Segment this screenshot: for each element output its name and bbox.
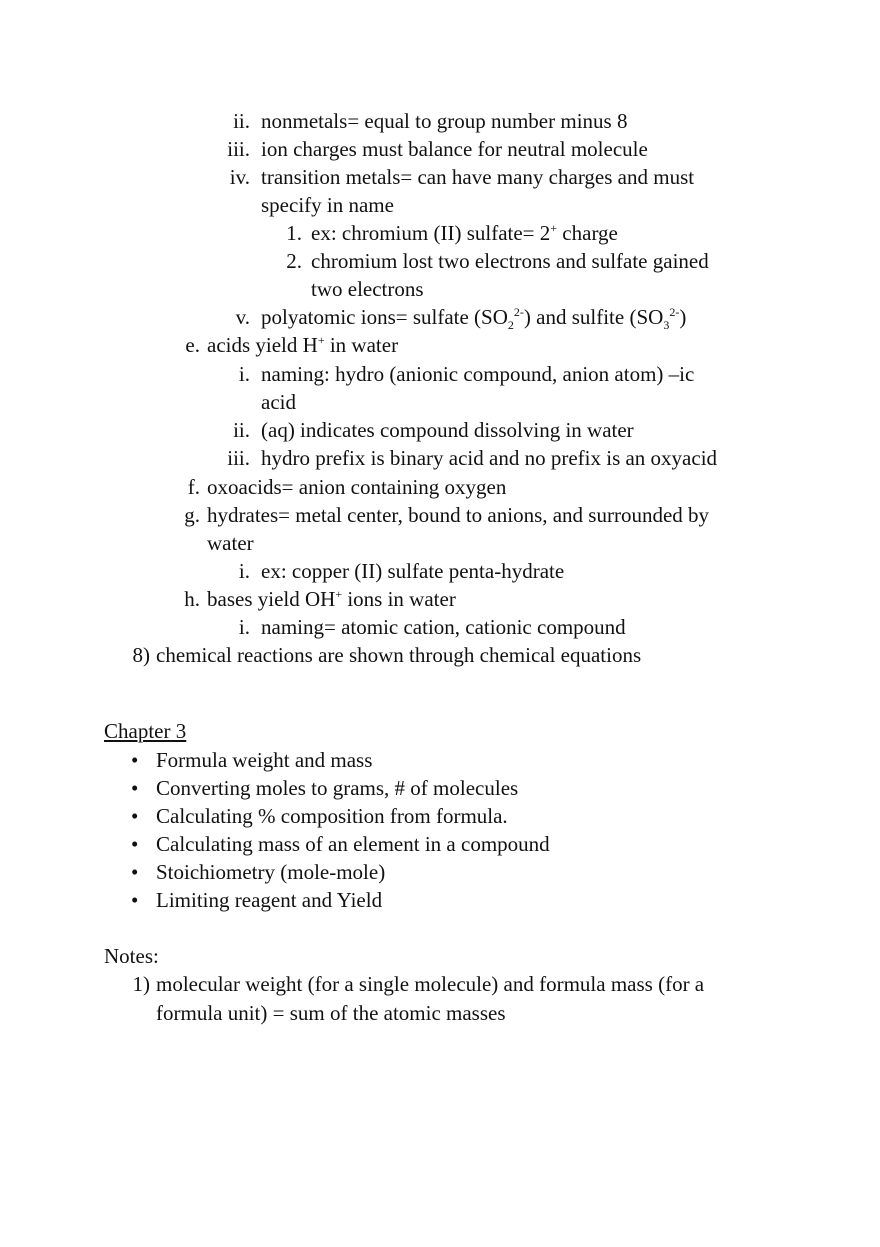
bullet-icon: • bbox=[131, 776, 139, 800]
list-item-text: ex: chromium (II) sulfate= 2+ charge bbox=[311, 221, 618, 245]
list-item-text: polyatomic ions= sulfate $(SO_2^{2-})$ and sulfite $(SO_3^{2-})$ bbox=[261, 305, 687, 333]
list-marker: 8) bbox=[132, 643, 150, 667]
list-marker: iv. bbox=[229, 165, 250, 189]
list-item-text: bases yield OH+ ions in water bbox=[207, 587, 456, 611]
list-marker: f. bbox=[187, 475, 200, 499]
list-marker: iii. bbox=[227, 137, 250, 161]
list-marker: 1) bbox=[132, 972, 150, 996]
notes-heading: Notes: bbox=[104, 944, 159, 968]
list-marker: ii. bbox=[233, 109, 250, 133]
list-marker: e. bbox=[185, 333, 200, 357]
bullet-icon: • bbox=[131, 748, 139, 772]
bullet-icon: • bbox=[131, 860, 139, 884]
list-marker: i. bbox=[238, 559, 250, 583]
list-marker: h. bbox=[184, 587, 200, 611]
list-item-text: transition metals= can have many charges and must bbox=[261, 165, 695, 189]
bullet-icon: • bbox=[131, 888, 139, 912]
list-item-text: oxoacids= anion containing oxygen bbox=[207, 475, 507, 499]
notes-item-continuation: formula unit) = sum of the atomic masses bbox=[156, 1001, 506, 1025]
list-marker: 1. bbox=[286, 221, 302, 245]
list-item-text: chromium lost two electrons and sulfate gained bbox=[311, 249, 709, 273]
chapter-topic: Converting moles to grams, # of molecules bbox=[156, 776, 519, 800]
list-marker: i. bbox=[238, 615, 250, 639]
list-item-text: ex: copper (II) sulfate penta-hydrate bbox=[261, 559, 565, 583]
list-item-text: naming= atomic cation, cationic compound bbox=[261, 615, 626, 639]
list-marker: v. bbox=[235, 305, 250, 329]
chapter-topic: Calculating % composition from formula. bbox=[156, 804, 508, 828]
list-item-continuation: acid bbox=[261, 390, 296, 414]
list-item-text: acids yield H+ in water bbox=[207, 333, 399, 357]
bullet-icon: • bbox=[131, 804, 139, 828]
chapter-heading: Chapter 3 bbox=[104, 719, 187, 743]
list-marker: g. bbox=[184, 503, 200, 527]
list-marker: iii. bbox=[227, 446, 250, 470]
bullet-icon: • bbox=[131, 832, 139, 856]
list-item-text: hydrates= metal center, bound to anions, and surrounded by bbox=[207, 503, 710, 527]
list-item-text: hydro prefix is binary acid and no prefix is an oxyacid bbox=[261, 446, 718, 470]
notes-item-text: molecular weight (for a single molecule) and formula mass (for a bbox=[156, 972, 705, 996]
list-marker: i. bbox=[238, 362, 250, 386]
list-item-continuation: two electrons bbox=[311, 277, 424, 301]
list-item-text: nonmetals= equal to group number minus 8 bbox=[261, 109, 628, 133]
chapter-topic: Calculating mass of an element in a compound bbox=[156, 832, 550, 856]
chapter-topic: Formula weight and mass bbox=[156, 748, 373, 772]
list-item-text: ion charges must balance for neutral molecule bbox=[261, 137, 648, 161]
chapter-topic: Stoichiometry (mole-mole) bbox=[156, 860, 386, 884]
chapter-topic: Limiting reagent and Yield bbox=[156, 888, 383, 912]
list-marker: ii. bbox=[233, 418, 250, 442]
list-item-continuation: specify in name bbox=[261, 193, 394, 217]
list-item-text: chemical reactions are shown through chemical equations bbox=[156, 643, 642, 667]
list-item-continuation: water bbox=[207, 531, 254, 555]
list-item-text: naming: hydro (anionic compound, anion atom) –ic bbox=[261, 362, 695, 386]
list-item-text: (aq) indicates compound dissolving in water bbox=[261, 418, 634, 442]
list-marker: 2. bbox=[286, 249, 302, 273]
